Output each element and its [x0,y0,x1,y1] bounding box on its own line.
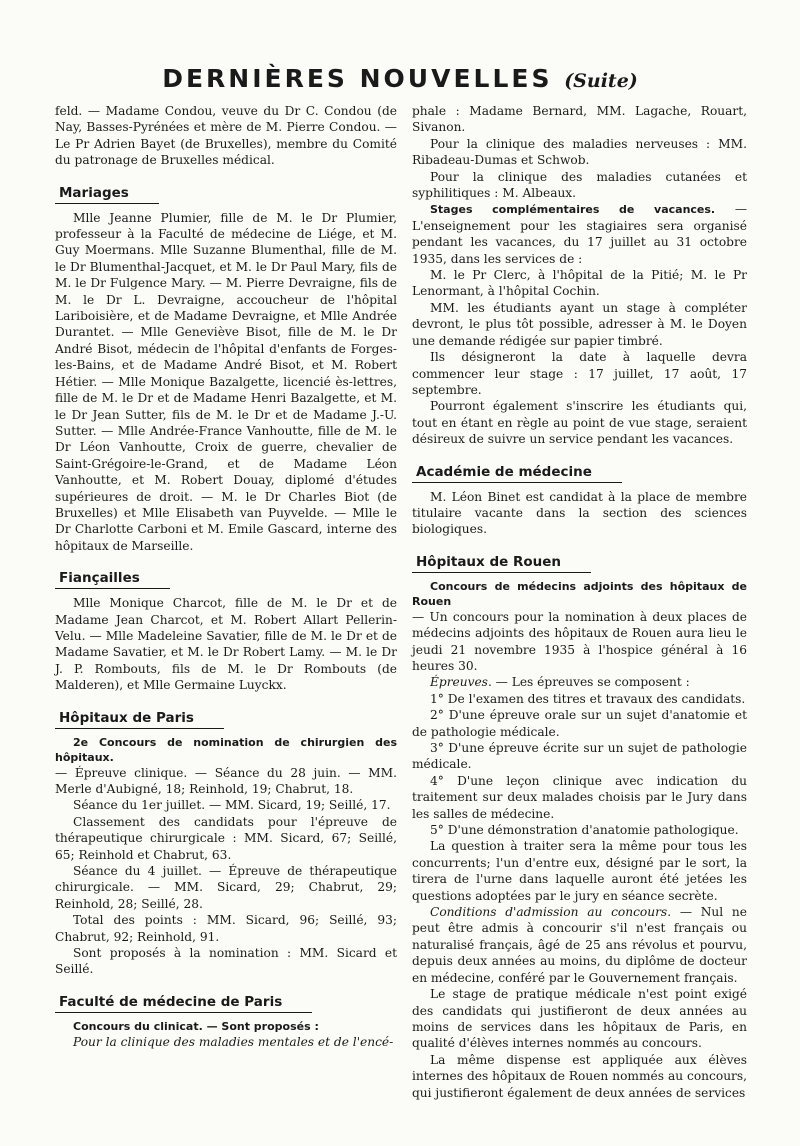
right-p2: Pour la clinique des maladies nerveuses : MM. Ribadeau-Dumas et Schwob. [412,136,747,168]
faculte-subheading: Concours du clinicat. — Sont proposés : [73,1019,319,1033]
section-heading-rouen: Hôpitaux de Rouen [412,554,591,573]
mariages-text: Mlle Jeanne Plumier, fille de M. le Dr Plumier, professeur à la Faculté de médecine de Liége, et M. Guy Moermans. Mlle Suzanne Blumenthal, fille de M. le Dr Blumenthal-Jacquet, et M. le Dr Paul Mary, fils de M. le Dr Fulgence Mary. — M. Pierre Devraigne, fils de M. le Dr L. Devraigne, accoucheur de l'hôpital Lariboisière, et de Madame Devraigne, et Mlle Andrée Durantet. — Mlle Geneviève Bisot, fille de M. le Dr André Bisot, médecin de l'hôpital d'enfants de Forges-les-Bains, et de Madame André Bisot, et M. Robert Hétier. — Mlle Monique Bazalgette, licencié ès-lettres, fille de M. le Dr et de Madame Henri Bazalgette, et M. le Dr Jean Sutter, fils de M. le Dr et de Madame J.-U. Sutter. — Mlle Andrée-France Vanhoutte, fille de M. le Dr Léon Vanhoutte, Croix de guerre, chevalier de Saint-Grégoire-le-Grand, et de Madame Léon Vanhoutte, et M. Robert Douay, diplomé d'études supérieures de droit. — M. le Dr Charles Biot (de Bruxelles) et Mlle Elisabeth van Puyvelde. — Mlle le Dr Charlotte Carboni et M. Emile Gascard, interne des hôpitaux de Marseille. [55,210,397,553]
hopitaux-paris-p2: Séance du 1er juillet. — MM. Sicard, 19; Seillé, 17. [73,798,391,813]
hopitaux-paris-subheading: 2e Concours de nomination de chirurgien des hôpitaux. [55,735,397,764]
rouen-p3: La question à traiter sera la même pour tous les concurrents; l'un d'entre eux, désigné par le sort, la tirera de l'urne dans laquelle auront été jetées les questions adoptées par le jury en séance secrète. [412,839,747,903]
hopitaux-paris-p4: Séance du 4 juillet. — Épreuve de thérapeutique chirurgicale. — MM. Sicard, 29; Chabrut, 29; Reinhold, 28; Seillé, 28. [55,864,397,911]
section-heading-academie: Académie de médecine [412,464,622,483]
section-heading-fiancailles: Fiançailles [55,570,170,589]
right-p1: phale : Madame Bernard, MM. Lagache, Rouart, Sivanon. [412,104,747,135]
right-column [412,103,747,1101]
rouen-epreuve-3: 3° D'une épreuve écrite sur un sujet de pathologie médicale. [412,741,747,772]
fiancailles-text: Mlle Monique Charcot, fille de M. le Dr et de Madame Jean Charcot, et M. Robert Allart Pellerin-Velu. — Mlle Madeleine Savatier, fille de M. le Dr et de Madame Savatier, et M. le Dr Robert Lamy. — M. le Dr J. P. Rombouts, fils de M. le Dr Rombouts (de Malderen), et Mlle Germaine Luyckx. [55,596,397,693]
hopitaux-paris-p3: Classement des candidats pour l'épreuve de thérapeutique chirurgicale : MM. Sicard, 67; Seillé, 65; Reinhold et Chabrut, 63. [55,814,397,862]
right-p3: Pour la clinique des maladies cutanées et syphilitiques : M. Albeaux. [412,169,747,201]
rouen-p4 [412,904,747,986]
rouen-epreuve-5: 5° D'une démonstration d'anatomie pathologique. [430,823,739,838]
rouen-conditions-label: Conditions d'admission au concours. [430,905,672,920]
section-heading-mariages: Mariages [55,185,159,204]
rouen-p5: Le stage de pratique médicale n'est point exigé des candidats qui justifieront de deux années au moins de services dans les hôpitaux de Paris, en qualité d'élèves internes nommés au concours. [412,987,747,1051]
rouen-conditions-text: — Nul ne peut être admis à concourir s'il n'est français ou naturalisé français, âgé de 25 ans révolus et pourvu, depuis deux années au moins, du diplôme de docteur en médecine, conféré par le Gouvernement français. [412,905,747,985]
rouen-epreuve-2: 2° D'une épreuve orale sur un sujet d'anatomie et de pathologie médicale. [412,708,747,739]
intro-paragraph: feld. — Madame Condou, veuve du Dr C. Condou (de Nay, Basses-Pyrénées et mère de M. Pierre Condou. — Le Pr Adrien Bayet (de Bruxelles), membre du Comité du patronage de Bruxelles médical. [55,104,397,168]
stages-title: Stages complémentaires de vacances. [430,203,716,217]
rouen-subheading: Concours de médecins adjoints des hôpitaux de Rouen [412,579,747,608]
page-header [0,64,800,93]
right-p6: MM. les étudiants ayant un stage à compléter devront, le plus tôt possible, adresser à M. le Doyen une demande rédigée sur papier timbré. [412,300,747,348]
header-title: DERNIÈRES NOUVELLES [162,64,553,93]
rouen-p1: — Un concours pour la nomination à deux places de médecins adjoints des hôpitaux de Rouen aura lieu le jeudi 21 novembre 1935 à l'hospice général à 16 heures 30. [412,609,747,673]
stages-paragraph [412,201,747,267]
rouen-p2 [412,674,747,690]
header-suite: (Suite) [564,70,638,92]
rouen-epreuves-label: Épreuves. [430,675,492,690]
hopitaux-paris-p5: Total des points : MM. Sicard, 96; Seillé, 93; Chabrut, 92; Reinhold, 91. [55,913,397,944]
right-p8: Pourront également s'inscrire les étudiants qui, tout en étant en règle au point de vue stage, seraient désireux de suivre un service pendant les vacances. [412,399,747,447]
right-p7: Ils désigneront la date à laquelle devra commencer leur stage : 17 juillet, 17 août, 17 septembre. [412,350,747,397]
hopitaux-paris-p6: Sont proposés à la nomination : MM. Sicard et Seillé. [55,946,397,977]
hopitaux-paris-p1: — Épreuve clinique. — Séance du 28 juin. — MM. Merle d'Aubigné, 18; Reinhold, 19; Chabrut, 18. [55,765,397,796]
section-heading-faculte: Faculté de médecine de Paris [55,994,312,1013]
rouen-epreuves-text: — Les épreuves se composent : [491,675,690,690]
faculte-p1: Pour la clinique des maladies mentales et de l'encé- [73,1034,394,1049]
left-column [55,103,397,1050]
rouen-epreuve-1: 1° De l'examen des titres et travaux des candidats. [430,691,746,706]
section-heading-hopitaux-paris: Hôpitaux de Paris [55,710,224,729]
rouen-epreuve-4: 4° D'une leçon clinique avec indication du traitement sur deux malades choisis par le Jury dans les salles de médecine. [412,773,747,821]
stages-text: — L'enseignement pour les stagiaires sera organisé pendant les vacances, du 17 juillet au 31 octobre 1935, dans les services de : [412,202,748,266]
right-p5: M. le Pr Clerc, à l'hôpital de la Pitié; M. le Pr Lenormant, à l'hôpital Cochin. [412,268,747,299]
rouen-p6: La même dispense est appliquée aux élèves internes des hôpitaux de Rouen nommés au concours, qui justifieront également de deux années de services [412,1052,747,1100]
academie-text: M. Léon Binet est candidat à la place de membre titulaire vacante dans la section des sciences biologiques. [412,489,747,537]
